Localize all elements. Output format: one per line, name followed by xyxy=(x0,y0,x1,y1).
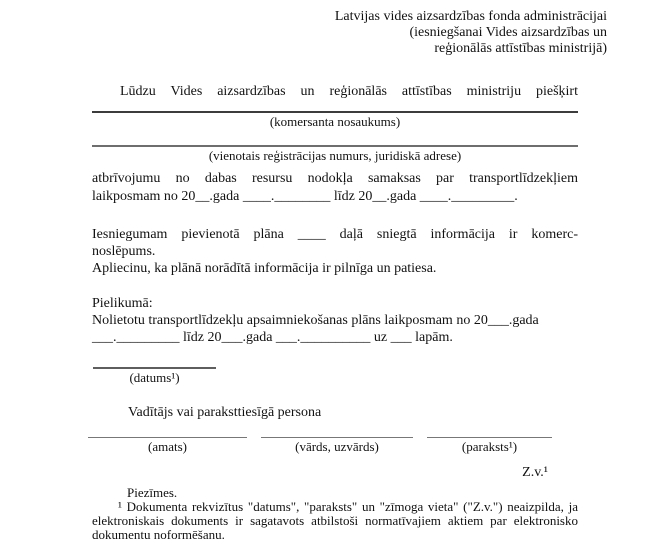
exemption-paragraph xyxy=(92,170,578,206)
position-field xyxy=(88,437,247,455)
signature-caption: (paraksts¹) xyxy=(461,439,518,454)
signature-field xyxy=(427,437,552,455)
registration-field xyxy=(92,145,578,163)
name-caption: (vārds, uzvārds) xyxy=(295,439,379,454)
signature-blank-line xyxy=(427,437,552,438)
exemption-line-2: laikposmam no 20__.gada ____.________ līdz 20__.gada ____._________. xyxy=(92,189,518,204)
confidentiality-line-1: Iesniegumam pievienotā plāna ____ daļā sniegtā informācija ir komerc- xyxy=(92,227,578,242)
position-caption: (amats) xyxy=(148,439,187,454)
recipient-line-2: (iesniegšanai Vides aizsardzības un xyxy=(409,25,607,40)
footnote-line-2: elektroniskais dokuments ir sagatavots atbilstoši normatīvajiem aktiem par elektronisko xyxy=(92,513,578,528)
signatory-line: Vadītājs vai paraksttiesīgā persona xyxy=(128,405,322,420)
recipient-block xyxy=(0,9,607,57)
date-caption: (datums¹) xyxy=(129,370,180,385)
notes-heading: Piezīmes. xyxy=(127,485,178,500)
footnote-line-1: ¹ Dokumenta rekvizītus "datums", "paraksts" un "zīmoga vieta" ("Z.v.") neaizpilda, ja xyxy=(118,499,578,514)
date-field xyxy=(93,367,216,385)
name-field xyxy=(261,437,413,455)
notes-section xyxy=(92,486,578,542)
attachment-line-1: Nolietotu transportlīdzekļu apsaimniekošanas plāns laikposmam no 20___.gada xyxy=(92,313,539,328)
exemption-line-1: atbrīvojumu no dabas resursu nodokļa samaksas par transportlīdzekļiem xyxy=(92,171,578,186)
request-line: Lūdzu Vides aizsardzības un reģionālās attīstības ministriju piešķirt xyxy=(120,84,578,99)
company-name-caption: (komersanta nosaukums) xyxy=(269,114,401,129)
attachment-heading: Pielikumā: xyxy=(92,296,153,311)
footnote-line-3: dokumentu noformēšanu. xyxy=(92,527,225,542)
footnote xyxy=(92,500,578,542)
confidentiality-line-2: noslēpums. xyxy=(92,244,156,259)
seal-place-label: Z.v.¹ xyxy=(522,465,548,480)
date-blank-line xyxy=(93,367,216,369)
position-blank-line xyxy=(88,437,247,438)
name-blank-line xyxy=(261,437,413,438)
signature-row xyxy=(88,437,578,455)
attachment-paragraph xyxy=(92,295,578,346)
company-name-blank-line xyxy=(92,111,578,113)
attachment-line-2: ___._________ līdz 20___.gada ___.__________ uz ___ lapām. xyxy=(92,330,453,345)
recipient-line-3: reģionālās attīstības ministrijā) xyxy=(434,41,607,56)
confirmation-line: Apliecinu, ka plānā norādītā informācija ir pilnīga un patiesa. xyxy=(92,261,437,276)
document-body xyxy=(92,83,578,542)
recipient-line-1: Latvijas vides aizsardzības fonda administrācijai xyxy=(334,9,607,24)
registration-caption: (vienotais reģistrācijas numurs, juridiskā adrese) xyxy=(208,148,462,163)
registration-blank-line xyxy=(92,145,578,147)
confidentiality-paragraph xyxy=(92,226,578,277)
company-name-field xyxy=(92,111,578,129)
